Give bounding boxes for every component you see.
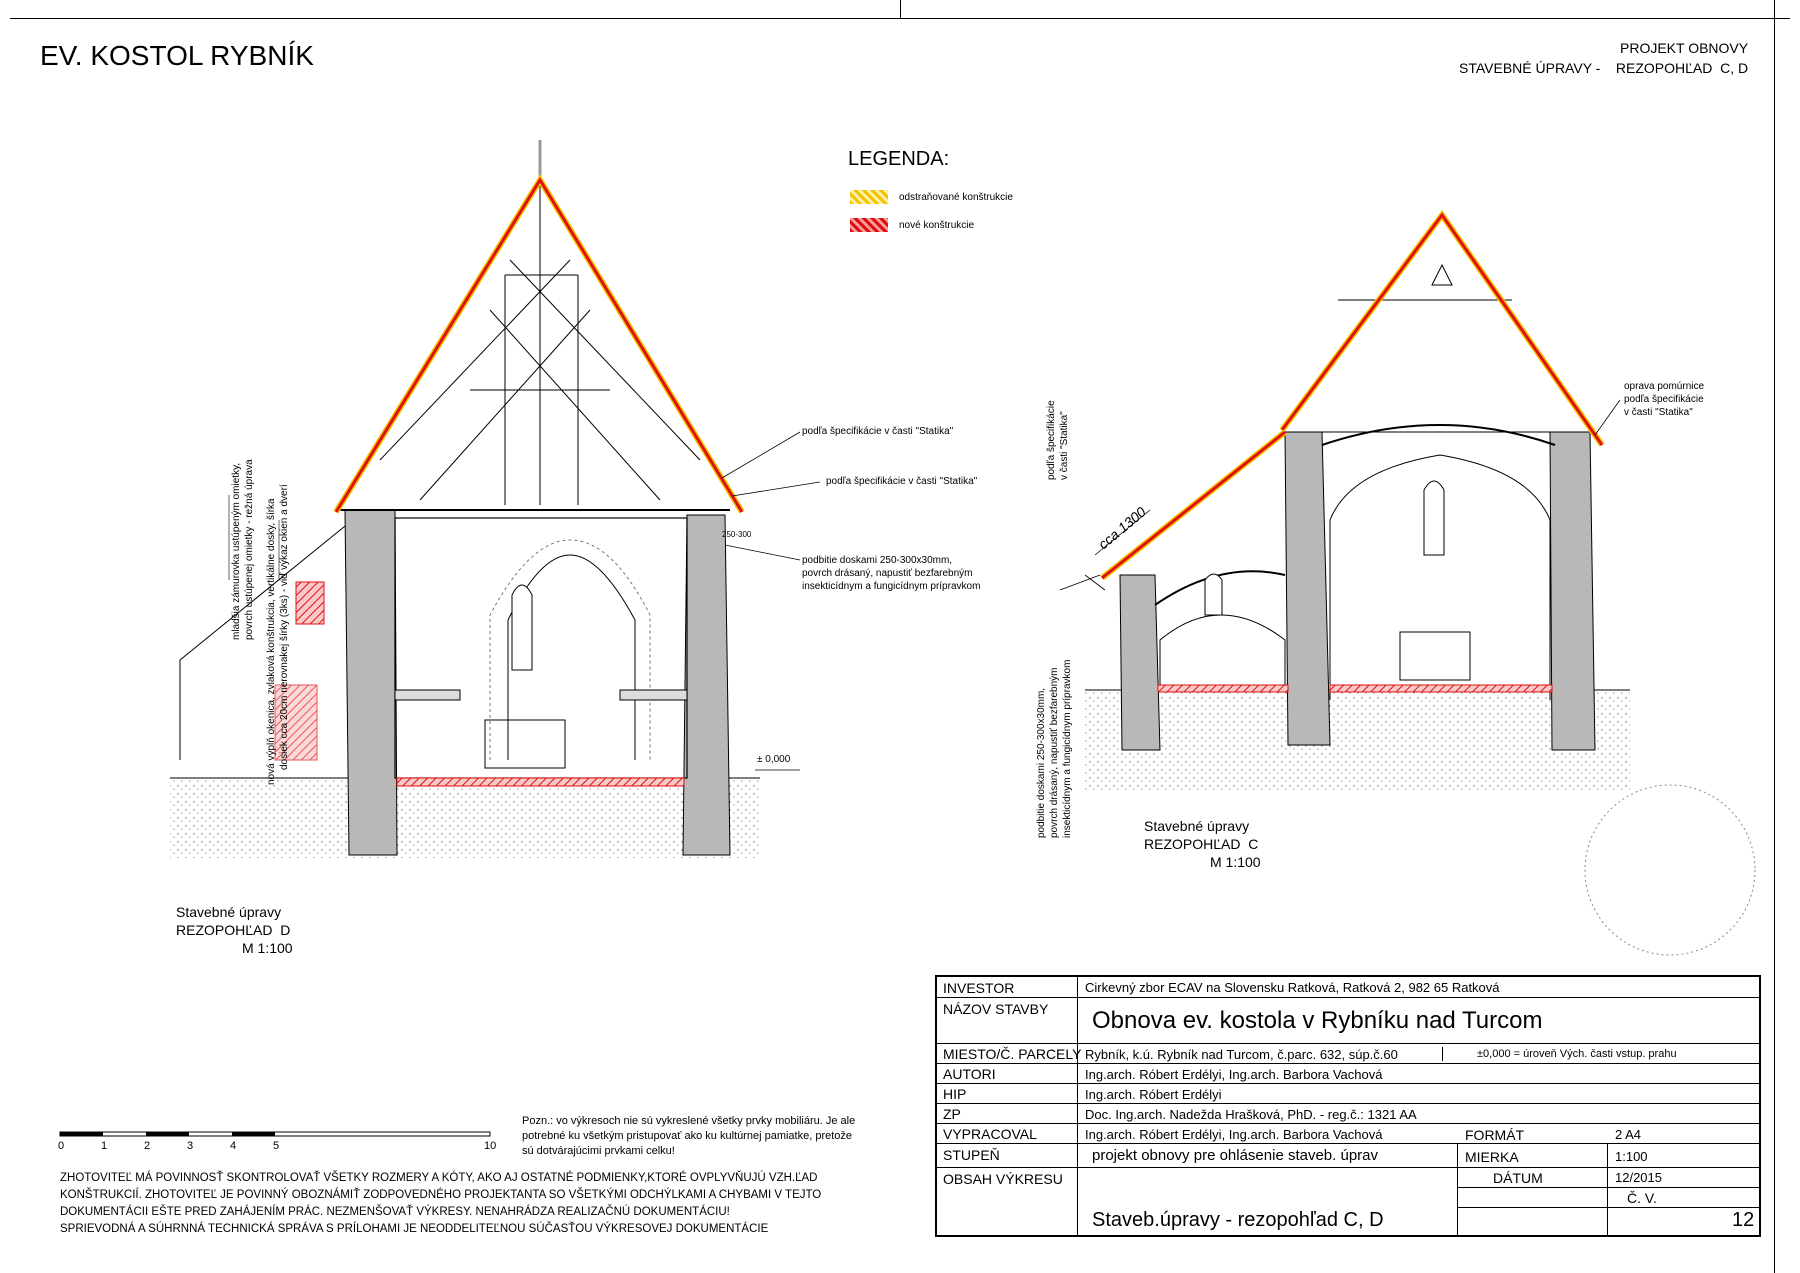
- project-line1: PROJEKT OBNOVY: [1620, 40, 1749, 56]
- section-d-caption-line1: Stavebné úpravy: [176, 904, 282, 920]
- section-d-ann-statika1: podľa špecifikácie v časti "Statika": [802, 426, 954, 437]
- tb-format-value: 2 A4: [1615, 1127, 1642, 1142]
- tb-obsah-value: Staveb.úpravy - rezopohľad C, D: [1092, 1209, 1384, 1231]
- section-c-vert-podbitie: [1035, 660, 1074, 838]
- scale-tick-0: 0: [58, 1140, 65, 1152]
- section-c-ann-oprava-line1: oprava pomúrnice: [1624, 381, 1705, 392]
- mobiliar-note-line1: Pozn.: vo výkresoch nie sú vykreslené všetky prvky mobiliáru. Je ale: [522, 1115, 856, 1127]
- north-circle-placeholder: [1585, 785, 1755, 955]
- tb-autori-label: AUTORI: [943, 1066, 996, 1082]
- tb-miesto-value: Rybník, k.ú. Rybník nad Turcom, č.parc. 632, súp.č.60: [1085, 1047, 1398, 1062]
- tb-miesto-label: MIESTO/Č. PARCELY: [943, 1046, 1082, 1062]
- altar: [485, 720, 565, 768]
- section-c-ground: [1085, 690, 1630, 790]
- scale-tick-10: 10: [484, 1140, 497, 1152]
- annex-window: [296, 582, 324, 624]
- tb-zp-value: Doc. Ing.arch. Nadežda Hrašková, PhD. - reg.č.: 1321 AA: [1085, 1107, 1417, 1122]
- section-c-vert-podbitie-line3: insekticídnym a fungicídnym prípravkom: [1062, 659, 1073, 838]
- section-d-caption-line2: REZOPOHĽAD D: [176, 922, 291, 938]
- section-d-level-mark: ± 0,000: [757, 754, 791, 765]
- tb-obsah-label: OBSAH VÝKRESU: [943, 1171, 1063, 1187]
- section-d-roof-new: [336, 180, 742, 512]
- section-c-vert-statika: [1045, 400, 1071, 480]
- scale-bar: [60, 1132, 490, 1136]
- mobiliar-note: [522, 1114, 855, 1159]
- tb-investor-label: INVESTOR: [943, 980, 1015, 996]
- tb-hip-value: Ing.arch. Róbert Erdélyi: [1085, 1087, 1222, 1102]
- tb-miesto-note: ±0,000 = úroveň Vých. časti vstup. prahu: [1477, 1048, 1677, 1060]
- scale-tick-2: 2: [144, 1140, 151, 1152]
- mobiliar-note-line2: potrebné ku všetkým pristupovať ako ku kultúrnej pamiatke, pretože: [522, 1130, 853, 1142]
- section-d-ann-statika2: podľa špecifikácie v časti "Statika": [826, 476, 978, 487]
- section-c-ann-oprava-line2: podľa špecifikácie: [1624, 394, 1704, 405]
- section-d-ann-podbitie-line2: povrch drásaný, napustiť bezfarebným: [802, 568, 973, 579]
- section-c-right-wall: [1550, 432, 1595, 750]
- section-c-caption: [1144, 817, 1261, 871]
- section-d-caption: [176, 903, 293, 957]
- section-d-right-wall: [683, 515, 730, 855]
- section-c-caption-line1: Stavebné úpravy: [1144, 818, 1250, 834]
- section-c-caption-scale: M 1:100: [1210, 854, 1261, 870]
- section-c-vert-podbitie-line1: podbitie doskami 250-300x30mm,: [1036, 687, 1047, 838]
- legend-label-new: nové konštrukcie: [899, 220, 975, 231]
- section-c-vert-podbitie-line2: povrch drásaný, napustiť bezfarebným: [1049, 667, 1060, 838]
- section-c-mid-wall: [1285, 432, 1330, 745]
- tb-mierka-label: MIERKA: [1465, 1149, 1519, 1165]
- tb-investor-value: Cirkevný zbor ECAV na Slovensku Ratková, Ratková 2, 982 65 Ratková: [1085, 980, 1500, 995]
- tb-stupen-value: projekt obnovy pre ohlásenie staveb. úprav: [1092, 1147, 1379, 1164]
- section-d-ann-podbitie-line3: insekticídnym a fungicídnym prípravkom: [802, 581, 981, 592]
- legend-label-removed: odstraňované konštrukcie: [899, 192, 1013, 203]
- section-d-floor-new: [397, 778, 684, 786]
- section-c-left-wall: [1120, 575, 1160, 750]
- title-block: [935, 975, 1761, 1237]
- tb-nazov-label: NÁZOV STAVBY: [943, 1001, 1049, 1017]
- tb-datum-value: 12/2015: [1615, 1170, 1662, 1185]
- section-d-ground: [170, 778, 760, 858]
- section-d-vertical-note1-line2: povrch ustúpenej omietky - režná úprava: [244, 459, 255, 640]
- disclaimer: [60, 1170, 821, 1238]
- section-c-ann-oprava: [1624, 380, 1704, 419]
- scale-tick-4: 4: [230, 1140, 237, 1152]
- disclaimer-line1: ZHOTOVITEĽ MÁ POVINNOSŤ SKONTROLOVAŤ VŠETKY ROZMERY A KÓTY, AKO AJ OSTATNÉ PODMIENKY,KTORÉ OVPLYVŇUJÚ VZH.ĽAD: [60, 1172, 818, 1184]
- section-d-ann-podbitie-line1: podbitie doskami 250-300x30mm,: [802, 555, 953, 566]
- project-line2: STAVEBNÉ ÚPRAVY - REZOPOHĽAD C, D: [1459, 60, 1749, 76]
- tb-format-label: FORMÁT: [1465, 1127, 1525, 1143]
- disclaimer-line4: SPRIEVODNÁ A SÚHRNNÁ TECHNICKÁ SPRÁVA S PRÍLOHAMI JE NEODDELITEĽNOU SÚČASŤOU VÝKRESOVEJ DOKUMENTÁCIE: [60, 1223, 769, 1235]
- tb-cv-value: 12: [1732, 1209, 1755, 1231]
- section-d-vertical-note1-line1: mladšia zámurovka ustúpeným omietky,: [231, 462, 242, 640]
- tb-datum-label: DÁTUM: [1493, 1170, 1543, 1186]
- page-title: EV. KOSTOL RYBNÍK: [40, 40, 314, 71]
- tb-stupen-label: STUPEŇ: [943, 1147, 1000, 1163]
- section-c-roof-new: [1282, 215, 1602, 445]
- tb-autori-value: Ing.arch. Róbert Erdélyi, Ing.arch. Barbora Vachová: [1085, 1067, 1383, 1082]
- tb-zp-label: ZP: [943, 1106, 961, 1122]
- section-d-vertical-note2-line1: nová výplň okenica, zvlaková konštrukcia, vertikálne dosky, šírka: [266, 498, 277, 785]
- tb-mierka-value: 1:100: [1615, 1149, 1648, 1164]
- scale-tick-3: 3: [187, 1140, 194, 1152]
- section-c-dim: cca 1300: [1095, 503, 1149, 553]
- section-c-floor-new: [1158, 685, 1288, 692]
- section-c-caption-line2: REZOPOHĽAD C: [1144, 836, 1259, 852]
- tb-nazov-value: Obnova ev. kostola v Rybníku nad Turcom: [1092, 1007, 1543, 1034]
- section-c-ann-oprava-line3: v časti "Statika": [1624, 407, 1693, 418]
- section-c-vert-statika-line1: podľa špecifikácie: [1046, 400, 1057, 480]
- tb-hip-label: HIP: [943, 1086, 967, 1102]
- tb-cv-label: Č. V.: [1627, 1190, 1657, 1206]
- section-d-dim: 250-300: [722, 530, 752, 539]
- section-c-vert-statika-line2: v časti "Statika": [1059, 411, 1070, 480]
- legend-title: LEGENDA:: [848, 148, 950, 170]
- section-d-caption-scale: M 1:100: [242, 940, 293, 956]
- section-d-vertical-note2-line2: dosiek cca 20cm nerovnakej šírky (3ks) - viď výkaz okien a dverí: [279, 484, 290, 770]
- section-d-ann-podbitie: [802, 554, 980, 593]
- disclaimer-line3: DOKUMENTÁCII EŠTE PRED ZAHÁJENÍM PRÁC. NEZMENŠOVAŤ VÝKRESY. NENAHRÁDZA REALIZAČNÚ DOKUMENTÁCIU!: [60, 1206, 730, 1218]
- disclaimer-line2: KONŠTRUKCIÍ. ZHOTOVITEĽ JE POVINNÝ OBOZNÁMIŤ ZODPOVEDNÉHO PROJEKTANTA SO VŠETKÝMI ODCHÝLKAMI A CHYBAMI V TEJTO: [60, 1189, 822, 1201]
- tb-vypracoval-value: Ing.arch. Róbert Erdélyi, Ing.arch. Barbora Vachová: [1085, 1127, 1383, 1142]
- section-d-left-wall: [345, 510, 397, 855]
- scale-tick-1: 1: [101, 1140, 108, 1152]
- tb-vypracoval-label: VYPRACOVAL: [943, 1126, 1037, 1142]
- mobiliar-note-line3: sú dotvárajúcimi prvkami celku!: [522, 1145, 675, 1157]
- scale-tick-5: 5: [273, 1140, 280, 1152]
